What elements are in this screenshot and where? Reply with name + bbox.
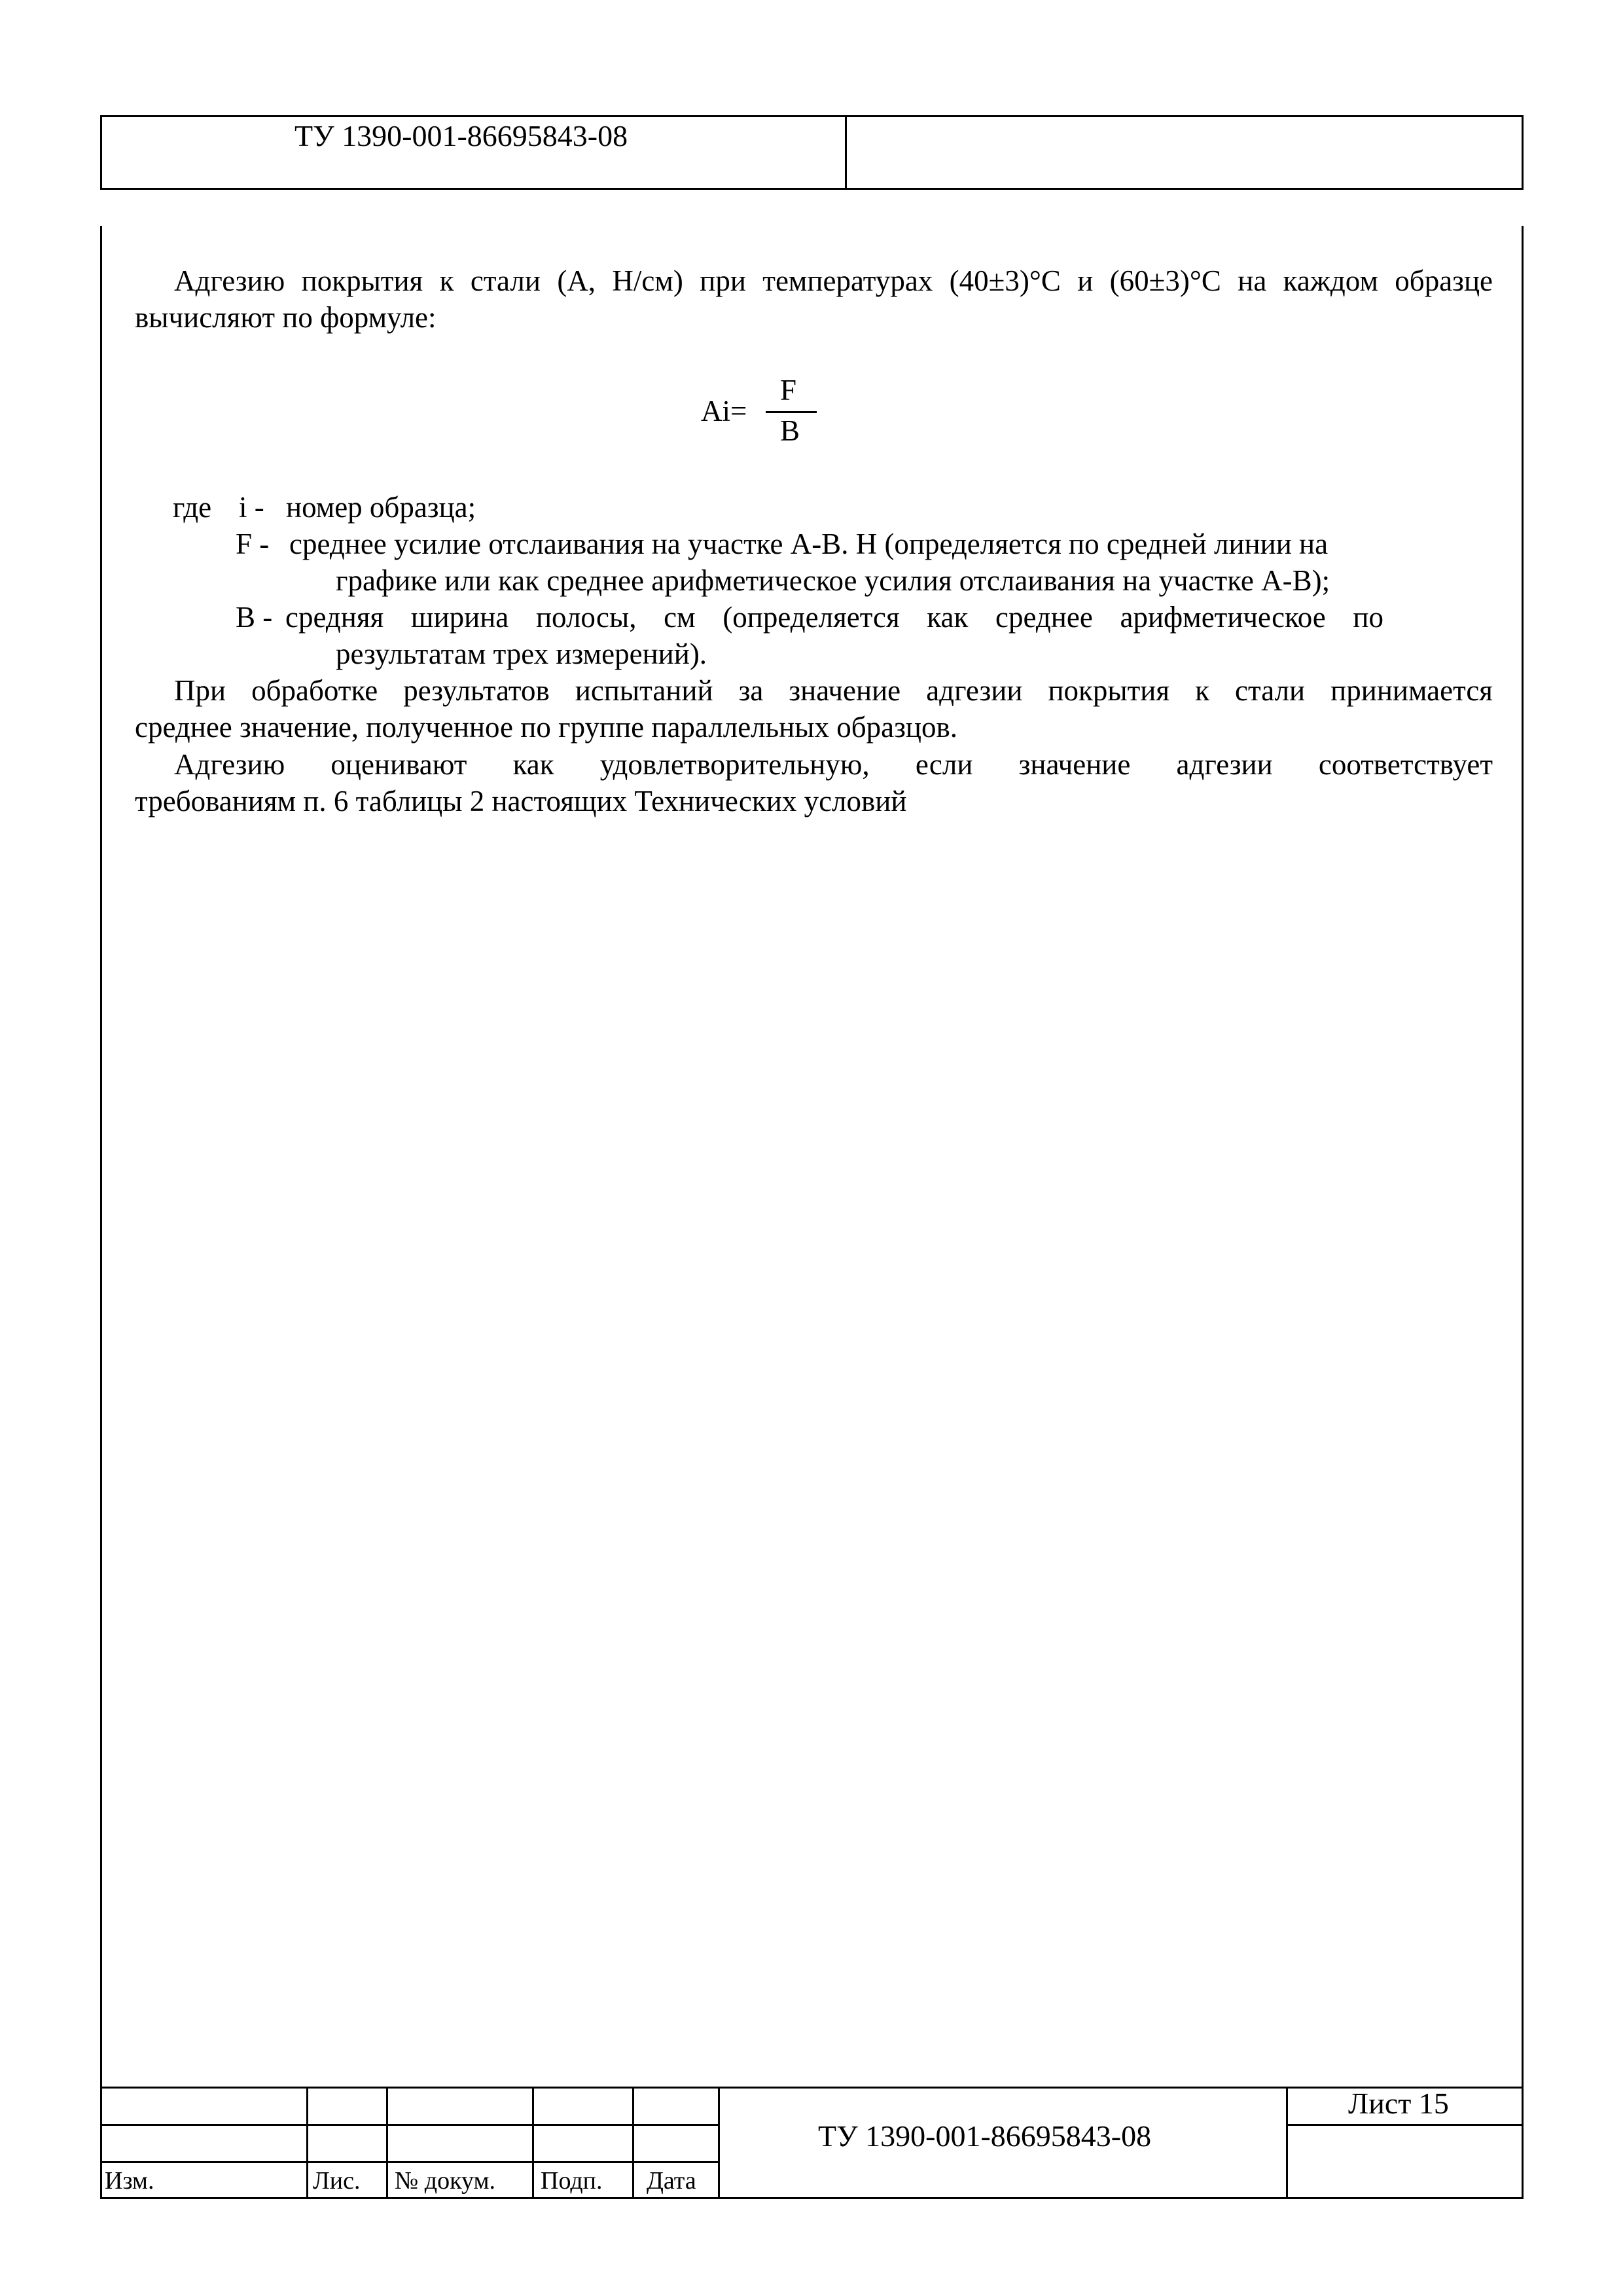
def-b-text-line-1: средняя ширина полосы, см (определяется как среднее арифметическое по	[285, 601, 1383, 634]
def-i-text: номер образца;	[286, 491, 476, 524]
formula-lhs: Ai=	[701, 395, 747, 427]
paragraph-3-line-1: Адгезию оценивают как удовлетворительную, если значение адгезии соответствует	[174, 748, 1493, 781]
paragraph-1-line-1: Адгезию покрытия к стали (А, Н/см) при температурах (40±3)°С и (60±3)°С на каждом образце	[174, 264, 1493, 297]
title-block-col-divider	[306, 2087, 308, 2199]
header-divider	[845, 115, 847, 190]
stamp-col-doc: № докум.	[395, 2167, 496, 2195]
formula-denominator: B	[780, 414, 800, 447]
def-b-symbol: В -	[236, 601, 273, 634]
def-f-text-line-2: графике или как среднее арифметическое усилия отслаивания на участке А-В);	[336, 564, 1330, 597]
stamp-col-izm: Изм.	[105, 2167, 154, 2195]
def-b-text-line-2: результатам трех измерений).	[336, 637, 707, 670]
def-f-text-line-1: среднее усилие отслаивания на участке А-В. Н (определяется по средней линии на	[289, 528, 1329, 560]
where-label: где	[173, 491, 212, 524]
stamp-document-code: ТУ 1390-001-86695843-08	[818, 2119, 1152, 2153]
title-block-col-divider	[1286, 2087, 1288, 2199]
right-margin-rule	[1522, 226, 1524, 2087]
title-block-row-divider	[100, 2161, 720, 2163]
def-f-symbol: F -	[236, 528, 270, 560]
title-block-row-divider	[100, 2124, 720, 2126]
title-block-col-divider	[718, 2087, 720, 2199]
title-block-col-divider	[532, 2087, 534, 2199]
stamp-col-podp: Подп.	[541, 2167, 603, 2195]
stamp-sheet-number: Лист 15	[1348, 2087, 1449, 2120]
paragraph-2-line-2: среднее значение, полученное по группе параллельных образцов.	[135, 711, 957, 744]
left-margin-rule	[100, 226, 102, 2087]
formula-numerator: F	[780, 374, 797, 406]
stamp-col-data: Дата	[647, 2167, 696, 2195]
stamp-col-lis: Лис.	[313, 2167, 361, 2195]
title-block-col-divider	[386, 2087, 388, 2199]
header-document-code: ТУ 1390-001-86695843-08	[294, 119, 628, 152]
def-i-symbol: i -	[239, 491, 264, 524]
title-block-col-divider	[632, 2087, 634, 2199]
paragraph-2-line-1: При обработке результатов испытаний за значение адгезии покрытия к стали принимается	[174, 674, 1493, 707]
paragraph-1-line-2: вычисляют по формуле:	[135, 301, 437, 334]
paragraph-3-line-2: требованиям п. 6 таблицы 2 настоящих Технических условий	[135, 785, 907, 817]
title-block-row-divider	[1286, 2124, 1524, 2126]
